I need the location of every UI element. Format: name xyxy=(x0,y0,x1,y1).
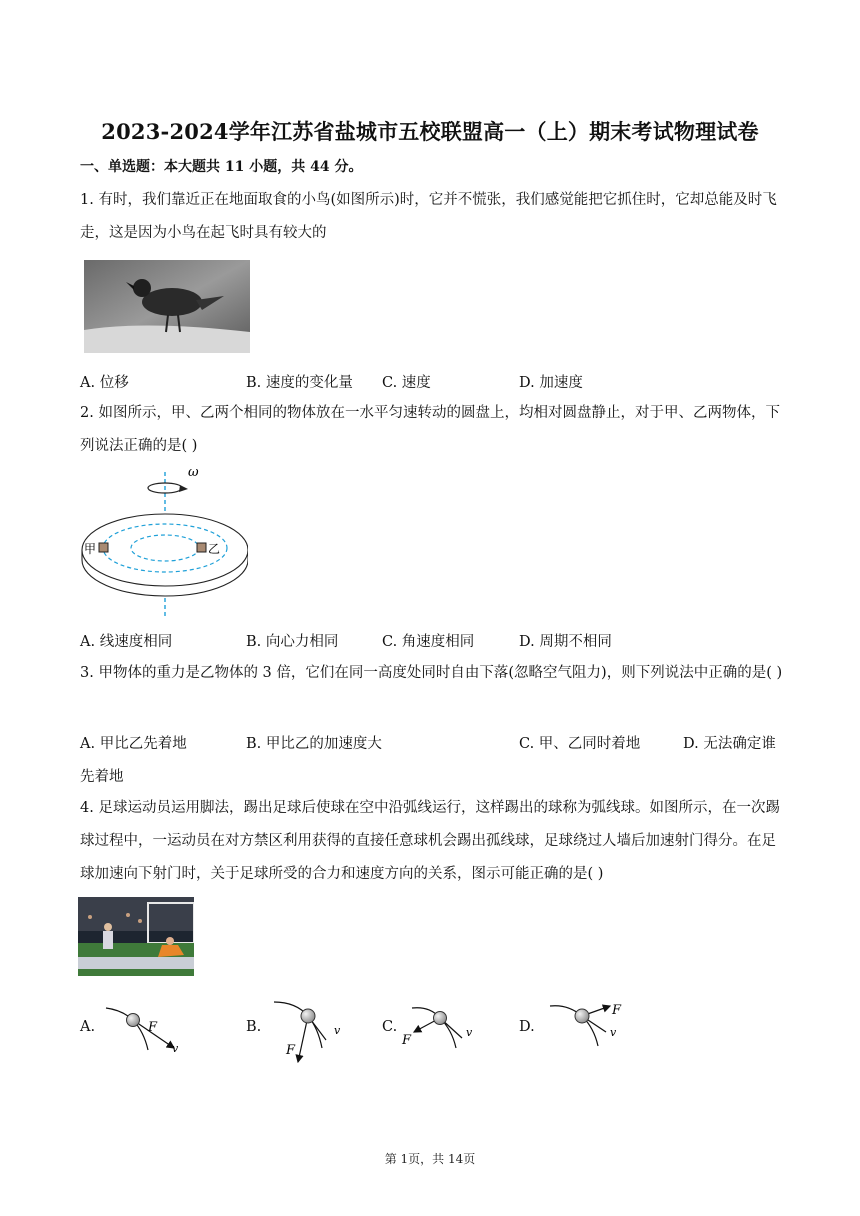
q2-stem: 2. 如图所示，甲、乙两个相同的物体放在一水平匀速转动的圆盘上，均相对圆盘静止，对于甲、乙两物体，下列说法正确的是( ) xyxy=(80,405,780,454)
q3-option-c: C. 甲、乙同时着地 xyxy=(519,736,641,752)
q1-option-b: B. 速度的变化量 xyxy=(246,375,353,391)
q4-diagram-d xyxy=(546,996,636,1056)
q2-option-a: A. 线速度相同 xyxy=(80,634,173,650)
velocity-label-d: v xyxy=(610,1026,617,1039)
q1-option-a: A. 位移 xyxy=(80,375,129,391)
page-footer: 第 1页，共 14页 xyxy=(384,1152,476,1166)
velocity-label-c: v xyxy=(466,1026,473,1039)
section-heading: 一、单选题：本大题共 11 小题，共 44 分。 xyxy=(80,159,363,175)
q2-option-b: B. 向心力相同 xyxy=(246,634,339,650)
velocity-label-a: v xyxy=(172,1042,179,1055)
q1-bird-photo xyxy=(84,260,250,353)
force-label-a: F xyxy=(148,1020,158,1035)
label-jia: 甲 xyxy=(84,542,97,556)
q2-option-c: C. 角速度相同 xyxy=(382,634,475,650)
q3-option-d-cont: 先着地 xyxy=(80,769,124,785)
q1-stem: 1. 有时，我们靠近正在地面取食的小鸟(如图所示)时，它并不慌张，我们感觉能把它抓住时，它却总能及时飞走，这是因为小鸟在起飞时具有较大的 xyxy=(80,192,777,241)
q3-stem: 3. 甲物体的重力是乙物体的 3 倍，它们在同一高度处同时自由下落(忽略空气阻力)，则下列说法中正确的是( ) xyxy=(80,665,783,681)
q4-option-a: A. xyxy=(80,1019,96,1035)
q4-option-c: C. xyxy=(382,1019,398,1035)
q4-option-b: B. xyxy=(246,1019,262,1035)
label-yi: 乙 xyxy=(208,542,221,556)
page-title: 2023-2024学年江苏省盐城市五校联盟高一（上）期末考试物理试卷 xyxy=(101,119,759,144)
q4-option-d: D. xyxy=(519,1019,535,1035)
q4-diagram-a xyxy=(100,1000,190,1062)
force-label-d: F xyxy=(612,1003,622,1018)
q1-option-d: D. 加速度 xyxy=(519,375,583,391)
force-label-c: F xyxy=(402,1033,412,1048)
q1-option-c: C. 速度 xyxy=(382,375,431,391)
velocity-label-b: v xyxy=(334,1024,341,1037)
q4-diagram-b xyxy=(268,996,358,1066)
force-label-b: F xyxy=(286,1043,296,1058)
q4-stem: 4. 足球运动员运用脚法，踢出足球后使球在空中沿弧线运行，这样踢出的球称为弧线球。如图所示，在一次踢球过程中，一运动员在对方禁区利用获得的直接任意球机会踢出孤线球，足球绕过人墙后加速射门得分。在足球加速向下射门时，关于足球所受的合力和速度方向的关系，图示可能正确的是( ) xyxy=(80,800,780,882)
q4-diagram-c xyxy=(400,1000,490,1060)
q4-soccer-photo xyxy=(78,897,194,976)
q2-option-d: D. 周期不相同 xyxy=(519,634,612,650)
q3-option-b: B. 甲比乙的加速度大 xyxy=(246,736,382,752)
q2-disc-diagram xyxy=(78,462,248,620)
omega-label: ω xyxy=(188,465,199,480)
q3-option-a: A. 甲比乙先着地 xyxy=(80,736,187,752)
q3-option-d: D. 无法确定谁 xyxy=(683,736,776,752)
